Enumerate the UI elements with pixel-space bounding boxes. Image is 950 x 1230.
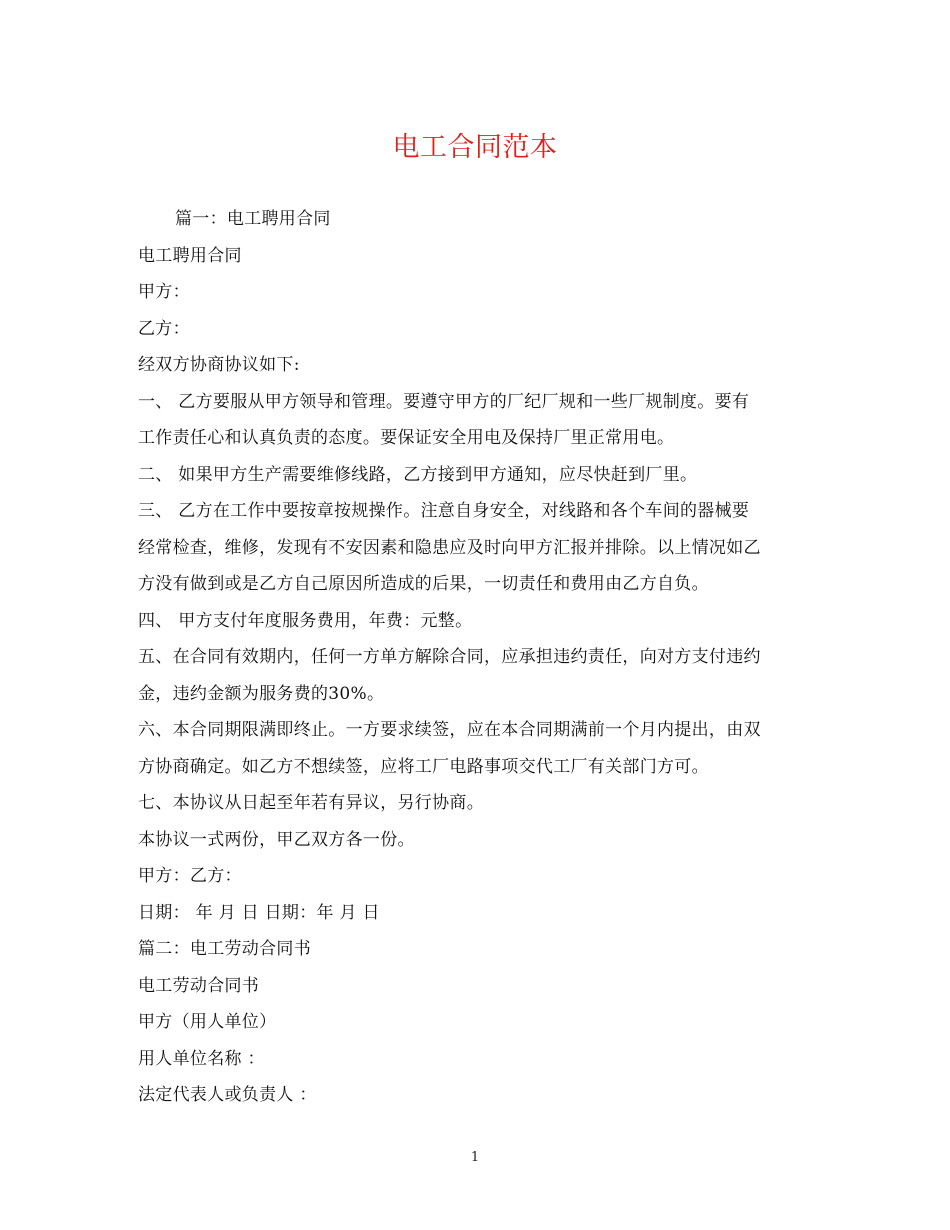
clause-six-line-1: 六、本合同期限满即终止。一方要求续签，应在本合同期满前一个月内提出，由双 xyxy=(138,720,761,740)
document-title: 电工合同范本 xyxy=(392,132,558,163)
employer-name-line: 用人单位名称 ： xyxy=(138,1048,265,1069)
copies-line: 本协议一式两份，甲乙双方各一份。 xyxy=(138,829,415,850)
signature-parties-line: 甲方：乙方： xyxy=(138,866,242,886)
clause-five-line-1: 五、在合同有效期内，任何一方单方解除合同，应承担违约责任，向对方支付违约 xyxy=(138,647,761,667)
party-a-line: 甲方： xyxy=(138,282,190,302)
clause-three-line-3: 方没有做到或是乙方自己原因所造成的后果，一切责任和费用由乙方自负。 xyxy=(138,574,709,594)
clause-one-line-1: 一、 乙方要服从甲方领导和管理。要遵守甲方的厂纪厂规和一些厂规制度。要有 xyxy=(138,391,750,412)
page-number: 1 xyxy=(470,1150,480,1165)
contract-title-one: 电工聘用合同 xyxy=(138,245,242,266)
agreement-intro-line: 经双方协商协议如下: xyxy=(138,355,300,375)
section-heading-two: 篇二：电工劳动合同书 xyxy=(138,939,311,959)
contract-title-two: 电工劳动合同书 xyxy=(138,975,260,996)
legal-representative-line: 法定代表人或负责人 ： xyxy=(138,1085,317,1105)
clause-two-line: 二、 如果甲方生产需要维修线路，乙方接到甲方通知，应尽快赶到厂里。 xyxy=(138,464,698,485)
clause-three-line-2: 经常检查，维修，发现有不安因素和隐患应及时向甲方汇报并排除。以上情况如乙 xyxy=(138,537,761,558)
clause-four-line: 四、 甲方支付年度服务费用，年费：元整。 xyxy=(138,610,473,631)
employer-line: 甲方（用人单位） xyxy=(138,1012,277,1032)
clause-seven-line: 七、本协议从日起至年若有异议，另行协商。 xyxy=(138,793,484,813)
clause-five-line-2: 金，违约金额为服务费的30%。 xyxy=(138,683,385,704)
party-b-line: 乙方： xyxy=(138,318,190,339)
clause-three-line-1: 三、 乙方在工作中要按章按规操作。注意自身安全，对线路和各个车间的器械要 xyxy=(138,501,750,521)
section-heading-one: 篇一：电工聘用合同 xyxy=(175,209,331,229)
clause-six-line-2: 方协商确定。如乙方不想续签，应将工厂电路事项交代工厂有关部门方可。 xyxy=(138,756,709,777)
document-body xyxy=(138,201,818,1114)
signature-date-line: 日期： 年 月 日 日期：年 月 日 xyxy=(138,902,380,923)
clause-one-line-2: 工作责任心和认真负责的态度。要保证安全用电及保持厂里正常用电。 xyxy=(138,428,675,448)
